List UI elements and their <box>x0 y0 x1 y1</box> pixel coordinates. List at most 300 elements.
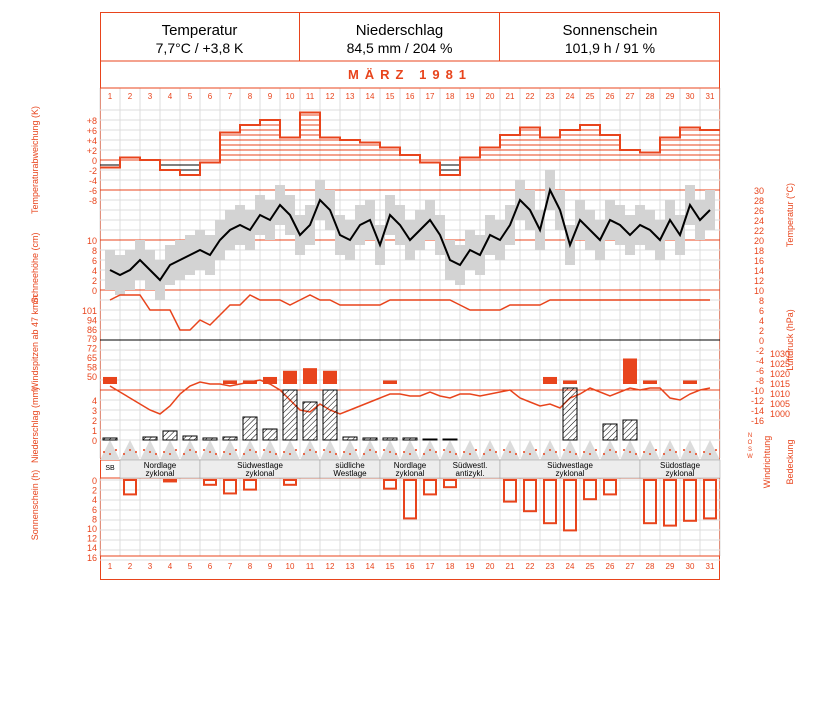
pressure-axis-label: Luftdruck (hPa) <box>785 309 795 371</box>
temp-tick: 26 <box>753 206 764 216</box>
wind-direction-dot <box>563 449 565 451</box>
day-label-bottom: 24 <box>565 562 575 571</box>
day-label-top: 4 <box>167 92 173 101</box>
day-label-bottom: 12 <box>325 562 335 571</box>
day-label-top: 10 <box>285 92 295 101</box>
wind-direction-dot <box>623 449 625 451</box>
pressure-tick: 1020 <box>770 369 791 379</box>
wind-direction-dot <box>715 449 717 451</box>
wind-direction-dot <box>529 453 531 455</box>
weather-type-sublabel: zyklonal <box>245 469 275 478</box>
temp-tick: 4 <box>758 316 764 326</box>
wind-direction-dot <box>375 451 377 453</box>
sun-tick: 4 <box>91 495 97 506</box>
wind-direction-dot <box>363 453 365 455</box>
wind-direction-dot <box>695 453 697 455</box>
wind-gust-bar <box>283 371 297 384</box>
precip-bar <box>403 438 417 440</box>
day-label-top: 20 <box>485 92 495 101</box>
temp-tick: -16 <box>750 416 764 426</box>
sunshine-bar <box>544 480 556 523</box>
precip-bar <box>223 437 237 440</box>
day-label-top: 9 <box>267 92 273 101</box>
temp-tick: 14 <box>753 266 764 276</box>
temp-tick: 16 <box>753 256 764 266</box>
wind-direction-dot <box>629 451 631 453</box>
wind-tick: 94 <box>86 315 97 326</box>
cover-axis-label: Bedeckung <box>785 439 795 485</box>
wind-direction-dot <box>663 453 665 455</box>
day-label-top: 31 <box>705 92 715 101</box>
wind-direction-dot <box>515 453 517 455</box>
wind-direction-dot <box>209 451 211 453</box>
pressure-tick: 1005 <box>770 399 791 409</box>
wind-direction-dot <box>423 453 425 455</box>
snow-axis-label: Schneehöhe (cm) <box>30 232 40 304</box>
wind-direction-dot <box>469 453 471 455</box>
precip-bar <box>323 390 337 440</box>
weather-type-label: Südwestlage <box>547 461 593 470</box>
temp-dev-tick: +2 <box>86 146 97 156</box>
wind-direction-dot <box>295 449 297 451</box>
wind-direction-dot <box>575 453 577 455</box>
day-label-bottom: 2 <box>127 562 133 571</box>
wind-direction-dot <box>415 449 417 451</box>
day-label-top: 28 <box>645 92 655 101</box>
wind-gust-bar <box>303 368 317 384</box>
day-label-bottom: 16 <box>405 562 415 571</box>
snow-tick: 4 <box>91 266 97 276</box>
precip-bar <box>443 439 457 440</box>
pressure-tick: 1010 <box>770 389 791 399</box>
pressure-tick: 1030 <box>770 349 791 359</box>
day-label-top: 24 <box>565 92 575 101</box>
wind-direction-dot <box>235 449 237 451</box>
weather-type-sublabel: zyklonal <box>665 469 695 478</box>
sunshine-bar <box>524 480 536 511</box>
wind-direction-dot <box>249 449 251 451</box>
temp-tick: 24 <box>753 216 764 226</box>
temp-dev-tick: +4 <box>86 136 97 146</box>
wind-direction-dot <box>195 451 197 453</box>
temp-tick: -4 <box>755 356 764 366</box>
wind-gust-bar <box>263 377 277 384</box>
day-label-top: 26 <box>605 92 615 101</box>
precipitation-label: Niederschlag <box>355 22 444 39</box>
wind-direction-dot <box>175 449 177 451</box>
wind-direction-dot <box>675 451 677 453</box>
sun-tick: 12 <box>86 533 97 544</box>
weather-type-label: Südwestl. <box>452 461 488 470</box>
sunshine-bar <box>504 480 516 502</box>
wind-direction-dot <box>503 449 505 451</box>
wind-direction-dot <box>535 449 537 451</box>
sun-tick: 0 <box>91 476 97 486</box>
wind-direction-dot <box>589 453 591 455</box>
wind-dir-tick: W <box>747 454 753 460</box>
day-label-top: 17 <box>425 92 435 101</box>
wind-tick: 101 <box>81 306 97 316</box>
day-label-bottom: 29 <box>665 562 675 571</box>
day-label-bottom: 22 <box>525 562 535 571</box>
wind-direction-dot <box>383 449 385 451</box>
day-label-bottom: 25 <box>585 562 595 571</box>
sun-axis-label: Sonnenschein (h) <box>30 469 40 541</box>
wind-direction-dot <box>403 451 405 453</box>
snow-tick: 0 <box>91 286 97 296</box>
wind-direction-dot <box>555 451 557 453</box>
wind-direction-dot <box>189 449 191 451</box>
temp-tick: 18 <box>753 246 764 256</box>
wind-dir-tick: O <box>747 440 753 446</box>
sunshine-value: 101,9 h / 91 % <box>564 40 656 56</box>
temperature-value: 7,7°C / +3,8 K <box>155 40 244 56</box>
wind-direction-dot <box>115 449 117 451</box>
sunshine-bar <box>124 480 136 494</box>
temp-dev-tick: -4 <box>88 176 97 186</box>
precip-axis-label: Niederschlag (mm) <box>30 386 40 464</box>
precip-bar <box>363 438 377 440</box>
precip-bar <box>623 420 637 440</box>
precip-tick: 2 <box>91 416 97 426</box>
wind-direction-dot <box>495 451 497 453</box>
day-label-bottom: 9 <box>267 562 273 571</box>
day-label-top: 2 <box>127 92 133 101</box>
day-label-top: 6 <box>207 92 213 101</box>
wind-direction-dot <box>455 453 457 455</box>
sunshine-bar <box>224 480 236 493</box>
wind-direction-dot <box>289 453 291 455</box>
temp-dev-tick: +6 <box>86 126 97 136</box>
wind-gust-bar <box>223 380 237 384</box>
day-label-top: 14 <box>365 92 375 101</box>
day-label-top: 8 <box>247 92 253 101</box>
wind-direction-dot <box>335 453 337 455</box>
sun-tick: 8 <box>91 514 97 525</box>
precip-bar <box>263 429 277 440</box>
day-label-bottom: 14 <box>365 562 375 571</box>
day-label-top: 18 <box>445 92 455 101</box>
temp-tick: 10 <box>753 286 764 296</box>
wind-direction-dot <box>603 453 605 455</box>
day-label-bottom: 5 <box>187 562 193 571</box>
day-label-bottom: 6 <box>207 562 213 571</box>
sunshine-bar <box>384 480 396 489</box>
wind-direction-dot <box>135 451 137 453</box>
day-label-top: 21 <box>505 92 515 101</box>
wind-tick: 50 <box>86 371 97 382</box>
temp-tick: -12 <box>750 396 764 406</box>
precip-tick: 4 <box>91 396 97 406</box>
temp-tick: 20 <box>753 236 764 246</box>
snow-tick: 10 <box>86 236 97 246</box>
precip-bar <box>203 438 217 440</box>
wind-direction-dot <box>129 449 131 451</box>
pressure-tick: 1015 <box>770 379 791 389</box>
sunshine-bar <box>284 480 296 485</box>
temp-tick: 2 <box>758 326 764 336</box>
wind-gust-bar <box>383 380 397 384</box>
wind-direction-dot <box>229 453 231 455</box>
day-label-bottom: 27 <box>625 562 635 571</box>
wind-direction-dot <box>683 449 685 451</box>
wind-direction-dot <box>329 451 331 453</box>
day-label-bottom: 11 <box>305 562 315 571</box>
temp-tick: 8 <box>758 296 764 306</box>
temp-tick: -10 <box>750 386 764 396</box>
wind-direction-dot <box>583 451 585 453</box>
sun-tick: 10 <box>86 524 97 534</box>
day-label-bottom: 20 <box>485 562 495 571</box>
wind-direction-dot <box>595 449 597 451</box>
wind-direction-dot <box>269 451 271 453</box>
temp-tick: 28 <box>753 196 764 206</box>
wind-direction-dot <box>123 453 125 455</box>
wind-gust-bar <box>323 371 337 384</box>
wind-tick: 86 <box>86 324 97 335</box>
precipitation-value: 84,5 mm / 204 % <box>346 40 453 56</box>
wind-direction-dot <box>215 453 217 455</box>
wind-direction-dot <box>169 453 171 455</box>
wind-direction-dot <box>549 449 551 451</box>
sunshine-bar <box>444 480 456 487</box>
wind-gust-bar <box>683 380 697 384</box>
wind-direction-dot <box>355 449 357 451</box>
precip-bar <box>243 417 257 440</box>
day-label-top: 25 <box>585 92 595 101</box>
sunshine-bar <box>244 480 256 490</box>
precip-bar <box>143 437 157 440</box>
day-label-top: 7 <box>227 92 233 101</box>
day-label-bottom: 7 <box>227 562 233 571</box>
wind-direction-dot <box>429 449 431 451</box>
wind-direction-dot <box>409 453 411 455</box>
wind-direction-dot <box>463 451 465 453</box>
wind-gust-bar <box>563 380 577 384</box>
precip-bar <box>103 438 117 440</box>
wind-direction-dot <box>303 453 305 455</box>
day-label-bottom: 4 <box>167 562 173 571</box>
wind-gust-bar <box>623 358 637 384</box>
day-label-top: 29 <box>665 92 675 101</box>
temp-dev-tick: -8 <box>88 196 97 206</box>
temp-tick: -6 <box>755 366 764 376</box>
wind-tick: 58 <box>86 362 97 373</box>
wind-direction-dot <box>643 451 645 453</box>
precip-bar <box>283 390 297 440</box>
wind-direction-dot <box>483 453 485 455</box>
sunshine-bar <box>644 480 656 523</box>
temp-dev-axis-label: Temperaturabweichung (K) <box>30 105 40 215</box>
sun-tick: 14 <box>86 543 97 554</box>
day-label-bottom: 21 <box>505 562 515 571</box>
day-label-bottom: 1 <box>107 562 113 571</box>
wind-tick: 72 <box>86 343 97 354</box>
wind-direction-dot <box>703 451 705 453</box>
snow-tick: 6 <box>91 256 97 266</box>
wind-gust-bar <box>243 380 257 384</box>
day-label-top: 12 <box>325 92 335 101</box>
day-label-bottom: 3 <box>147 562 153 571</box>
wind-direction-dot <box>149 451 151 453</box>
temp-tick: 6 <box>758 306 764 316</box>
wind-direction-dot <box>489 449 491 451</box>
wind-direction-dot <box>389 451 391 453</box>
wind-direction-dot <box>109 453 111 455</box>
day-label-bottom: 19 <box>465 562 475 571</box>
wind-direction-dot <box>635 453 637 455</box>
precip-tick: 3 <box>91 406 97 416</box>
temp-dev-tick: -2 <box>88 166 97 176</box>
wind-direction-dot <box>349 453 351 455</box>
sunshine-bar <box>204 480 216 485</box>
wind-direction-dot <box>323 449 325 451</box>
month-title: MÄRZ 1981 <box>347 67 473 82</box>
weather-type-sublabel: zyklonal <box>555 469 585 478</box>
sun-tick: 6 <box>91 504 97 515</box>
precip-bar <box>603 424 617 440</box>
precip-bar <box>183 436 197 440</box>
weather-type-sublabel: zyklonal <box>395 469 425 478</box>
weather-type-label: südliche <box>335 461 365 470</box>
day-label-top: 30 <box>685 92 695 101</box>
sunshine-bar <box>564 480 576 530</box>
precip-bar <box>423 439 437 440</box>
temp-tick: -2 <box>755 346 764 356</box>
cloud-cover-band <box>100 440 720 460</box>
temp-tick: 30 <box>753 186 764 196</box>
day-label-bottom: 13 <box>345 562 355 571</box>
day-label-bottom: 15 <box>385 562 395 571</box>
snow-tick: 8 <box>91 246 97 256</box>
precip-tick: 1 <box>91 426 97 436</box>
day-label-top: 22 <box>525 92 535 101</box>
day-label-top: 13 <box>345 92 355 101</box>
temp-tick: -14 <box>750 406 764 416</box>
sunshine-bar <box>664 480 676 526</box>
sunshine-bar <box>604 480 616 494</box>
day-label-bottom: 28 <box>645 562 655 571</box>
temp-axis-label: Temperatur (°C) <box>785 182 795 248</box>
wind-direction-dot <box>283 451 285 453</box>
temp-dev-tick: 0 <box>91 156 97 166</box>
wind-direction-dot <box>709 453 711 455</box>
precip-bar <box>343 437 357 440</box>
temp-tick: 12 <box>753 276 764 286</box>
wind-gust-bar <box>543 377 557 384</box>
wind-direction-dot <box>509 451 511 453</box>
temp-tick: -8 <box>755 376 764 386</box>
sunshine-bar <box>164 480 176 481</box>
wind-direction-dot <box>203 449 205 451</box>
wind-direction-dot <box>395 453 397 455</box>
weather-type-sublabel: zyklonal <box>145 469 175 478</box>
day-label-top: 1 <box>107 92 113 101</box>
wind-direction-dot <box>649 453 651 455</box>
wind-gust-bar <box>103 377 117 384</box>
temp-dev-step-line <box>100 113 720 176</box>
day-label-top: 11 <box>305 92 315 101</box>
sunshine-bar <box>424 480 436 494</box>
wind-direction-dot <box>449 451 451 453</box>
wind-direction-dot <box>275 453 277 455</box>
sunshine-bar <box>704 480 716 518</box>
precip-bar <box>563 388 577 440</box>
wind-direction-dot <box>689 451 691 453</box>
sunshine-label: Sonnenschein <box>562 22 658 39</box>
day-label-bottom: 10 <box>285 562 295 571</box>
temp-tick: 0 <box>758 336 764 346</box>
wind-direction-dot <box>255 451 257 453</box>
day-label-bottom: 30 <box>685 562 695 571</box>
wind-direction-dot <box>343 451 345 453</box>
wind-dir-axis-label: Windrichtung <box>762 435 772 489</box>
wind-direction-dot <box>143 449 145 451</box>
wind-dir-tick: N <box>747 433 753 439</box>
day-label-bottom: 26 <box>605 562 615 571</box>
temperature-label: Temperatur <box>161 22 238 39</box>
wind-direction-dot <box>243 453 245 455</box>
day-label-top: 15 <box>385 92 395 101</box>
wind-direction-dot <box>609 449 611 451</box>
precip-bar <box>303 402 317 440</box>
wind-direction-dot <box>543 453 545 455</box>
wind-direction-dot <box>615 451 617 453</box>
day-label-top: 19 <box>465 92 475 101</box>
weather-type-label: Südostlage <box>659 461 701 470</box>
weather-type-sublabel: Westlage <box>333 469 367 478</box>
wind-direction-dot <box>155 453 157 455</box>
temp-tick: 22 <box>753 226 764 236</box>
day-label-top: 5 <box>187 92 193 101</box>
wind-axis-label: Windspitzen ab 47 km/h <box>30 294 40 392</box>
day-label-top: 3 <box>147 92 153 101</box>
wind-direction-dot <box>475 449 477 451</box>
wind-direction-dot <box>443 449 445 451</box>
pressure-tick: 1000 <box>770 409 791 419</box>
wind-direction-dot <box>103 451 105 453</box>
wind-direction-dot <box>669 449 671 451</box>
sunshine-bar <box>404 480 416 518</box>
wind-gust-bar <box>643 380 657 384</box>
weather-type-label: Südwestlage <box>237 461 283 470</box>
wind-direction-dot <box>655 449 657 451</box>
temp-dev-tick: -6 <box>88 186 97 196</box>
precip-bar <box>383 438 397 440</box>
precip-bar <box>163 431 177 440</box>
snow-tick: 2 <box>91 276 97 286</box>
wind-direction-dot <box>309 449 311 451</box>
wind-tick: 79 <box>86 334 97 345</box>
wind-tick: 65 <box>86 353 97 363</box>
wind-dir-tick: S <box>747 447 753 453</box>
weather-type-label: Nordlage <box>393 461 427 470</box>
weather-type-sublabel: antizykl. <box>455 469 485 478</box>
day-label-bottom: 31 <box>705 562 715 571</box>
day-label-top: 16 <box>405 92 415 101</box>
weather-type-code: SB <box>105 465 115 472</box>
day-label-top: 23 <box>545 92 555 101</box>
precip-tick: 0 <box>91 436 97 446</box>
wind-direction-dot <box>435 451 437 453</box>
wind-direction-dot <box>369 449 371 451</box>
wind-direction-dot <box>183 453 185 455</box>
wind-direction-dot <box>523 451 525 453</box>
temp-dev-tick: +8 <box>86 116 97 126</box>
sun-tick: 2 <box>91 485 97 496</box>
day-label-bottom: 17 <box>425 562 435 571</box>
wind-direction-dot <box>263 449 265 451</box>
